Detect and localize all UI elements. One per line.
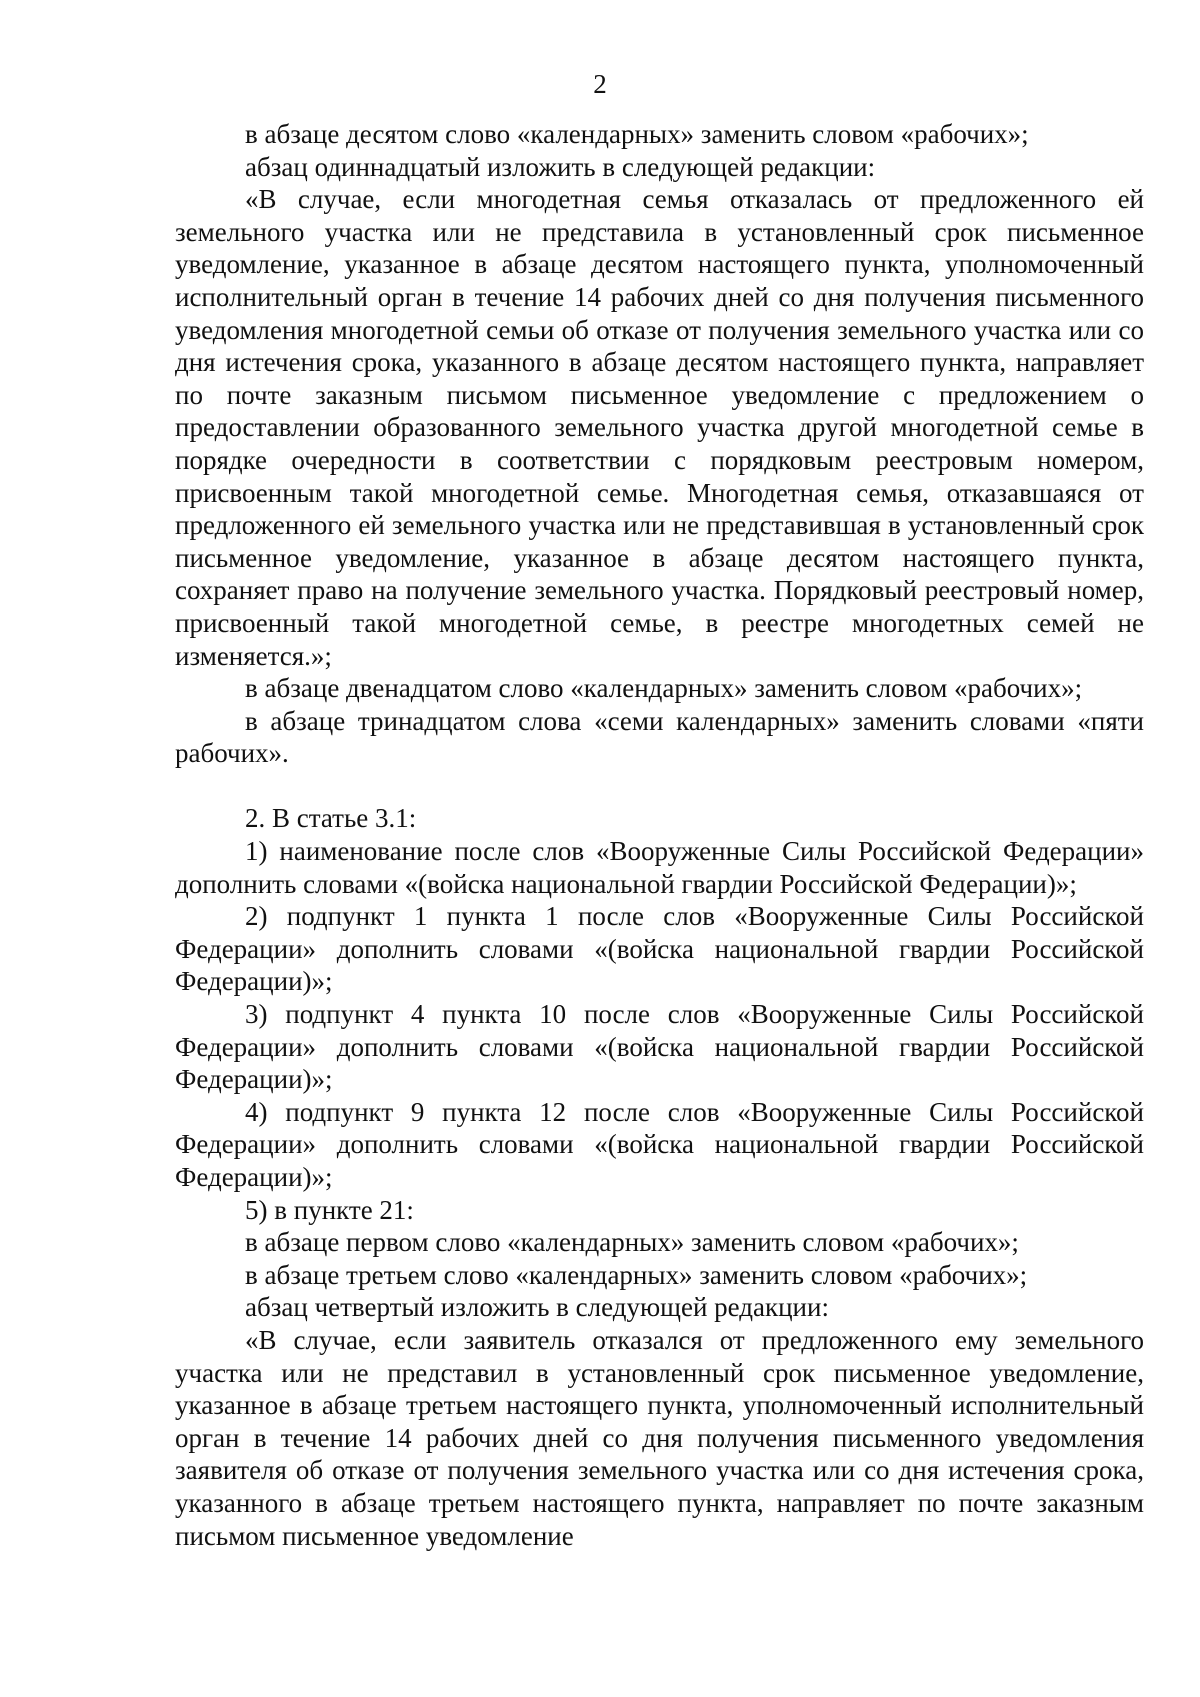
paragraph: абзац четвертый изложить в следующей редакции: xyxy=(245,1292,829,1323)
paragraph: 3) подпункт 4 пункта 10 после слов «Вооруженные Силы Российской Федерации» дополнить словами «(войска национальной гвардии Российской Федерации)»; xyxy=(175,999,1144,1095)
paragraph: «В случае, если многодетная семья отказалась от предложенного ей земельного участка или не представила в установленный срок письменное уведомление, указанное в абзаце десятом настоящего пункта, уполномоченный исполнительный орган в течение 14 рабочих дней со дня получения письменного уведомления многодетной семьи об отказе от получения земельного участка или со дня истечения срока, указанного в абзаце десятом настоящего пункта, направляет по почте заказным письмом письменное уведомление с предложением о предоставлении образованного земельного участка другой многодетной семье в порядке очередности в соответствии с порядковым реестровым номером, присвоенным такой многодетной семье. Многодетная семья, отказавшаяся от предложенного ей земельного участка или не представившая в установленный срок письменное уведомление, указанное в абзаце десятом настоящего пункта, сохраняет право на получение земельного участка. Порядковый реестровый номер, присвоенный такой многодетной семье, в реестре многодетных семей не изменяется.»; xyxy=(175,184,1144,671)
paragraph: 4) подпункт 9 пункта 12 после слов «Вооруженные Силы Российской Федерации» дополнить словами «(войска национальной гвардии Российской Федерации)»; xyxy=(175,1096,1144,1192)
paragraph: в абзаце третьем слово «календарных» заменить словом «рабочих»; xyxy=(245,1259,1028,1290)
paragraph: 1) наименование после слов «Вооруженные Силы Российской Федерации» дополнить словами «(войска национальной гвардии Российской Федерации)»; xyxy=(175,836,1144,899)
paragraph: абзац одиннадцатый изложить в следующей редакции: xyxy=(245,151,876,182)
paragraph: в абзаце первом слово «календарных» заменить словом «рабочих»; xyxy=(245,1227,1019,1258)
paragraph-spacer xyxy=(175,770,1144,803)
paragraph: в абзаце десятом слово «календарных» заменить словом «рабочих»; xyxy=(245,119,1029,149)
paragraph: 5) в пункте 21: xyxy=(245,1194,414,1225)
section-heading: 2. В статье 3.1: xyxy=(245,803,417,834)
document-body xyxy=(175,118,1144,1552)
paragraph: 2) подпункт 1 пункта 1 после слов «Вооруженные Силы Российской Федерации» дополнить словами «(войска национальной гвардии Российской Федерации)»; xyxy=(175,901,1144,997)
paragraph: в абзаце двенадцатом слово «календарных» заменить словом «рабочих»; xyxy=(245,673,1083,704)
paragraph: в абзаце тринадцатом слова «семи календарных» заменить словами «пяти рабочих». xyxy=(175,705,1144,769)
page-number: 2 xyxy=(593,69,607,99)
paragraph: «В случае, если заявитель отказался от предложенного ему земельного участка или не представил в установленный срок письменное уведомление, указанное в абзаце третьем настоящего пункта, уполномоченный исполнительный орган в течение 14 рабочих дней со дня получения письменного уведомления заявителя об отказе от получения земельного участка или со дня истечения срока, указанного в абзаце третьем настоящего пункта, направляет по почте заказным письмом письменное уведомление xyxy=(175,1324,1144,1551)
